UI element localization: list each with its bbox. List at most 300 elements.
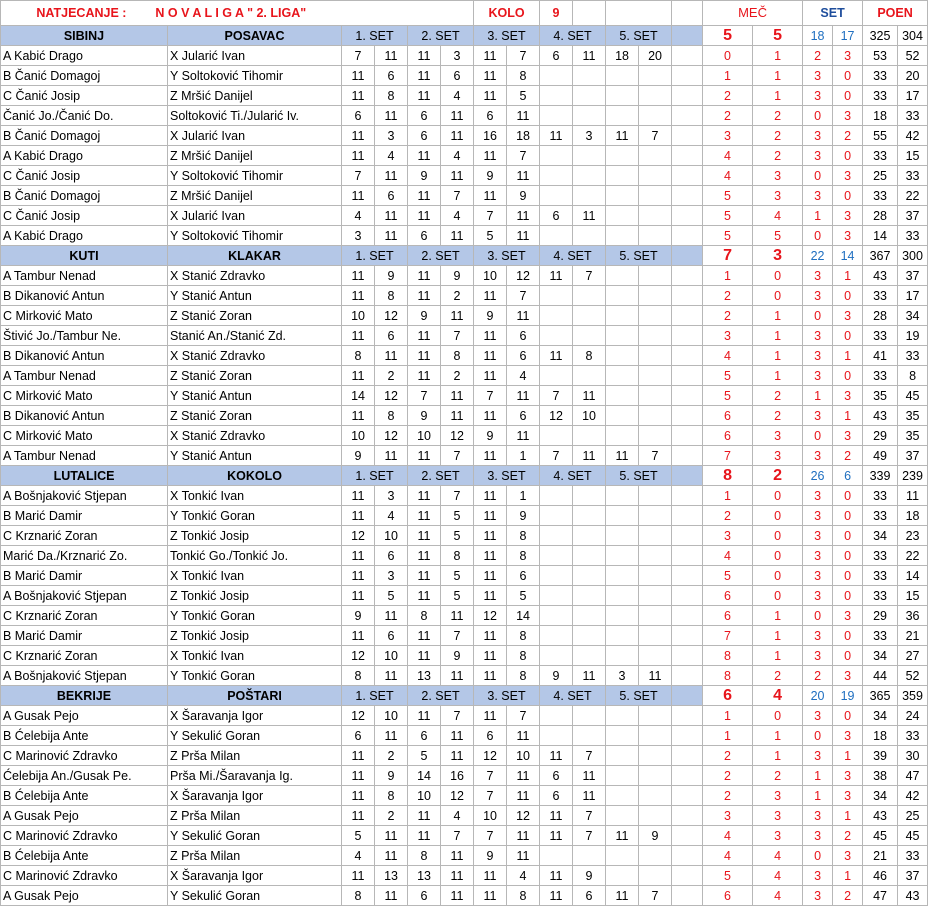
set-score — [573, 166, 606, 186]
game-points-home: 28 — [863, 306, 898, 326]
set-score: 12 — [342, 646, 375, 666]
set-score — [573, 486, 606, 506]
game-points-away: 45 — [898, 826, 928, 846]
away-player: X Jularić Ivan — [168, 206, 342, 226]
set-score: 11 — [474, 446, 507, 466]
match-score-away: 2 — [753, 466, 803, 486]
set-score: 9 — [474, 166, 507, 186]
game-sets-away: 1 — [833, 866, 863, 886]
game-sets-home: 3 — [803, 186, 833, 206]
running-match-home: 3 — [703, 526, 753, 546]
set-score — [573, 326, 606, 346]
game-points-away: 22 — [898, 186, 928, 206]
game-sets-away: 3 — [833, 666, 863, 686]
set-score: 10 — [342, 426, 375, 446]
running-match-home: 6 — [703, 586, 753, 606]
set-header: 4. SET — [540, 686, 606, 706]
set-header: 1. SET — [342, 686, 408, 706]
set-score — [573, 86, 606, 106]
points-away: 300 — [898, 246, 928, 266]
set-score — [639, 166, 672, 186]
set-score: 11 — [342, 286, 375, 306]
set-score — [540, 186, 573, 206]
set-score — [639, 546, 672, 566]
set-score: 4 — [507, 866, 540, 886]
set-score: 11 — [540, 126, 573, 146]
set-score — [573, 426, 606, 446]
set-score — [639, 426, 672, 446]
set-score: 7 — [474, 786, 507, 806]
away-player: X Tonkić Ivan — [168, 566, 342, 586]
set-score: 10 — [408, 786, 441, 806]
match-score-away: 5 — [753, 26, 803, 46]
sets-away: 6 — [833, 466, 863, 486]
running-match-away: 3 — [753, 826, 803, 846]
set-score: 11 — [507, 726, 540, 746]
game-points-home: 33 — [863, 326, 898, 346]
running-match-home: 2 — [703, 306, 753, 326]
running-match-away: 1 — [753, 606, 803, 626]
set-score: 11 — [441, 666, 474, 686]
set-score — [639, 646, 672, 666]
set-score: 8 — [441, 346, 474, 366]
game-row — [1, 786, 928, 806]
set-score — [639, 766, 672, 786]
set-score — [639, 406, 672, 426]
game-sets-home: 1 — [803, 206, 833, 226]
spacer-cell — [672, 286, 703, 306]
set-score: 9 — [474, 846, 507, 866]
set-score: 11 — [342, 146, 375, 166]
game-sets-away: 0 — [833, 566, 863, 586]
game-sets-home: 3 — [803, 706, 833, 726]
running-match-home: 2 — [703, 786, 753, 806]
set-score: 11 — [441, 166, 474, 186]
set-score — [540, 306, 573, 326]
spacer-cell — [672, 146, 703, 166]
set-score — [639, 786, 672, 806]
set-score: 11 — [408, 266, 441, 286]
game-row — [1, 746, 928, 766]
set-score: 11 — [474, 666, 507, 686]
away-team: POŠTARI — [168, 686, 342, 706]
set-score: 11 — [474, 566, 507, 586]
game-sets-home: 1 — [803, 786, 833, 806]
game-row — [1, 326, 928, 346]
game-row — [1, 606, 928, 626]
set-score: 11 — [507, 386, 540, 406]
away-player: Z Tonkić Josip — [168, 586, 342, 606]
set-score: 11 — [408, 586, 441, 606]
set-score — [540, 226, 573, 246]
game-sets-away: 0 — [833, 706, 863, 726]
away-player: Y Soltoković Tihomir — [168, 226, 342, 246]
game-sets-away: 1 — [833, 406, 863, 426]
spacer-cell — [672, 766, 703, 786]
set-score: 12 — [507, 266, 540, 286]
sets-home: 20 — [803, 686, 833, 706]
running-match-away: 3 — [753, 426, 803, 446]
game-sets-away: 3 — [833, 786, 863, 806]
set-score: 11 — [375, 606, 408, 626]
game-points-away: 37 — [898, 866, 928, 886]
game-row — [1, 626, 928, 646]
set-score — [606, 66, 639, 86]
set-score: 11 — [474, 46, 507, 66]
away-player: Y Sekulić Goran — [168, 886, 342, 906]
set-score: 20 — [639, 46, 672, 66]
game-points-home: 43 — [863, 406, 898, 426]
running-match-away: 2 — [753, 386, 803, 406]
league-name: N O V A L I G A " 2. LIGA" — [155, 6, 307, 20]
set-score — [639, 306, 672, 326]
points-away: 359 — [898, 686, 928, 706]
set-header: 4. SET — [540, 466, 606, 486]
home-player: A Bošnjaković Stjepan — [1, 666, 168, 686]
game-points-away: 33 — [898, 846, 928, 866]
set-score: 8 — [507, 666, 540, 686]
running-match-home: 1 — [703, 266, 753, 286]
set-score: 11 — [474, 506, 507, 526]
spacer-cell — [672, 326, 703, 346]
game-row — [1, 446, 928, 466]
game-row — [1, 226, 928, 246]
set-score: 11 — [408, 706, 441, 726]
set-score: 5 — [441, 506, 474, 526]
game-points-home: 38 — [863, 766, 898, 786]
running-match-home: 4 — [703, 346, 753, 366]
game-sets-home: 1 — [803, 766, 833, 786]
game-sets-away: 0 — [833, 146, 863, 166]
game-points-away: 23 — [898, 526, 928, 546]
home-player: A Tambur Nenad — [1, 266, 168, 286]
game-row — [1, 206, 928, 226]
running-match-away: 0 — [753, 706, 803, 726]
game-points-away: 33 — [898, 346, 928, 366]
game-points-away: 8 — [898, 366, 928, 386]
game-points-home: 33 — [863, 366, 898, 386]
game-sets-home: 3 — [803, 266, 833, 286]
set-score: 11 — [342, 86, 375, 106]
set-score: 7 — [540, 446, 573, 466]
game-row — [1, 666, 928, 686]
points-away: 304 — [898, 26, 928, 46]
set-header: 3. SET — [474, 686, 540, 706]
set-score: 11 — [606, 826, 639, 846]
spacer-cell — [672, 106, 703, 126]
set-score: 11 — [441, 386, 474, 406]
spacer-cell — [672, 86, 703, 106]
spacer-cell — [672, 486, 703, 506]
set-score: 11 — [375, 726, 408, 746]
running-match-home: 4 — [703, 826, 753, 846]
set-score: 8 — [342, 346, 375, 366]
set-score: 11 — [441, 866, 474, 886]
set-score — [639, 146, 672, 166]
game-sets-home: 3 — [803, 626, 833, 646]
set-score — [639, 386, 672, 406]
spacer-cell — [672, 66, 703, 86]
set-score: 6 — [474, 106, 507, 126]
set-score: 8 — [507, 526, 540, 546]
set-score: 6 — [540, 206, 573, 226]
game-row — [1, 86, 928, 106]
game-points-away: 42 — [898, 126, 928, 146]
running-match-away: 3 — [753, 186, 803, 206]
set-score: 12 — [342, 706, 375, 726]
game-points-away: 33 — [898, 226, 928, 246]
match-score-home: 6 — [703, 686, 753, 706]
set-score: 6 — [474, 726, 507, 746]
game-row — [1, 826, 928, 846]
set-score: 7 — [507, 286, 540, 306]
running-match-away: 3 — [753, 166, 803, 186]
set-score: 5 — [441, 526, 474, 546]
set-score: 11 — [573, 766, 606, 786]
home-player: C Čanić Josip — [1, 166, 168, 186]
away-player: Y Soltoković Tihomir — [168, 166, 342, 186]
set-score: 9 — [639, 826, 672, 846]
away-team: KOKOLO — [168, 466, 342, 486]
set-score: 11 — [540, 266, 573, 286]
running-match-home: 2 — [703, 106, 753, 126]
set-score: 5 — [342, 826, 375, 846]
game-sets-home: 0 — [803, 846, 833, 866]
set-score: 11 — [408, 186, 441, 206]
set-score — [540, 426, 573, 446]
game-sets-away: 0 — [833, 546, 863, 566]
game-points-away: 14 — [898, 566, 928, 586]
away-team: POSAVAC — [168, 26, 342, 46]
home-player: C Čanić Josip — [1, 206, 168, 226]
set-score: 11 — [606, 446, 639, 466]
match-score-home: 8 — [703, 466, 753, 486]
set-score: 9 — [540, 666, 573, 686]
set-score — [573, 186, 606, 206]
set-score — [573, 146, 606, 166]
set-score — [573, 286, 606, 306]
set-score: 11 — [408, 326, 441, 346]
set-score: 9 — [342, 446, 375, 466]
set-score: 6 — [408, 106, 441, 126]
running-match-away: 1 — [753, 746, 803, 766]
game-sets-away: 1 — [833, 346, 863, 366]
spacer-cell — [672, 166, 703, 186]
set-score: 7 — [441, 626, 474, 646]
home-player: A Kabić Drago — [1, 146, 168, 166]
set-score — [540, 86, 573, 106]
set-score: 11 — [342, 866, 375, 886]
set-score: 7 — [474, 766, 507, 786]
set-score — [573, 226, 606, 246]
away-player: Stanić An./Stanić Zd. — [168, 326, 342, 346]
spacer-cell — [672, 606, 703, 626]
set-score — [606, 726, 639, 746]
set-score — [639, 86, 672, 106]
set-score — [639, 106, 672, 126]
set-score: 11 — [474, 366, 507, 386]
set-score: 12 — [375, 306, 408, 326]
game-points-away: 11 — [898, 486, 928, 506]
set-score — [540, 546, 573, 566]
running-match-home: 2 — [703, 86, 753, 106]
running-match-home: 5 — [703, 186, 753, 206]
game-row — [1, 726, 928, 746]
set-score: 11 — [573, 786, 606, 806]
game-sets-home: 0 — [803, 166, 833, 186]
set-score: 8 — [507, 646, 540, 666]
set-score: 11 — [375, 346, 408, 366]
set-score: 5 — [507, 86, 540, 106]
set-score — [540, 366, 573, 386]
set-score: 11 — [408, 66, 441, 86]
set-score: 11 — [474, 286, 507, 306]
set-score: 11 — [573, 386, 606, 406]
set-score — [573, 566, 606, 586]
set-score: 11 — [540, 866, 573, 886]
running-match-away: 1 — [753, 46, 803, 66]
home-player: A Gusak Pejo — [1, 806, 168, 826]
set-score — [639, 746, 672, 766]
away-player: Z Prša Milan — [168, 846, 342, 866]
spacer-cell — [672, 866, 703, 886]
set-score — [606, 866, 639, 886]
set-score: 11 — [342, 406, 375, 426]
set-score — [639, 586, 672, 606]
set-score: 11 — [540, 826, 573, 846]
set-score: 7 — [441, 326, 474, 346]
spacer-cell — [672, 546, 703, 566]
game-points-away: 15 — [898, 146, 928, 166]
set-header: 5. SET — [606, 26, 672, 46]
spacer-cell — [672, 406, 703, 426]
game-sets-home: 3 — [803, 646, 833, 666]
set-score: 11 — [408, 146, 441, 166]
set-header: 1. SET — [342, 466, 408, 486]
running-match-away: 3 — [753, 446, 803, 466]
away-player: Z Mršić Danijel — [168, 86, 342, 106]
game-sets-home: 3 — [803, 346, 833, 366]
home-player: Čanić Jo./Čanić Do. — [1, 106, 168, 126]
set-score: 10 — [375, 706, 408, 726]
home-player: B Marić Damir — [1, 506, 168, 526]
game-sets-home: 3 — [803, 446, 833, 466]
set-score — [606, 806, 639, 826]
set-score: 12 — [474, 606, 507, 626]
set-score — [540, 566, 573, 586]
home-player: B Ćelebija Ante — [1, 726, 168, 746]
set-score: 8 — [507, 886, 540, 906]
set-score: 11 — [441, 846, 474, 866]
game-points-away: 15 — [898, 586, 928, 606]
game-points-away: 37 — [898, 446, 928, 466]
running-match-away: 1 — [753, 346, 803, 366]
set-score: 8 — [375, 786, 408, 806]
game-sets-away: 3 — [833, 226, 863, 246]
set-score: 6 — [507, 406, 540, 426]
away-player: X Stanić Zdravko — [168, 346, 342, 366]
spacer-cell — [672, 566, 703, 586]
set-score: 11 — [474, 406, 507, 426]
set-score — [540, 66, 573, 86]
away-player: Z Mršić Danijel — [168, 146, 342, 166]
match-header-row — [1, 26, 928, 46]
running-match-home: 5 — [703, 366, 753, 386]
set-score: 6 — [540, 766, 573, 786]
set-header: 2. SET — [408, 466, 474, 486]
set-score: 11 — [474, 866, 507, 886]
set-score: 11 — [507, 426, 540, 446]
spacer-cell — [672, 446, 703, 466]
set-score: 7 — [573, 826, 606, 846]
game-points-home: 29 — [863, 606, 898, 626]
home-team: SIBINJ — [1, 26, 168, 46]
game-sets-home: 0 — [803, 106, 833, 126]
set-score — [639, 266, 672, 286]
running-match-away: 4 — [753, 206, 803, 226]
game-points-home: 43 — [863, 806, 898, 826]
set-score: 11 — [474, 706, 507, 726]
running-match-home: 3 — [703, 806, 753, 826]
running-match-away: 2 — [753, 106, 803, 126]
set-score: 11 — [342, 366, 375, 386]
set-score: 11 — [408, 346, 441, 366]
set-score: 6 — [375, 326, 408, 346]
set-score: 7 — [441, 826, 474, 846]
game-row — [1, 706, 928, 726]
running-match-away: 1 — [753, 726, 803, 746]
set-score: 11 — [639, 666, 672, 686]
set-score: 6 — [408, 726, 441, 746]
running-match-away: 2 — [753, 406, 803, 426]
set-score: 12 — [375, 426, 408, 446]
home-player: B Ćelebija Ante — [1, 786, 168, 806]
set-score: 11 — [507, 206, 540, 226]
game-points-away: 22 — [898, 546, 928, 566]
game-points-home: 55 — [863, 126, 898, 146]
set-score: 9 — [375, 766, 408, 786]
set-score: 9 — [573, 866, 606, 886]
title-row — [1, 1, 928, 26]
set-score: 11 — [507, 106, 540, 126]
home-team: KUTI — [1, 246, 168, 266]
set-score: 11 — [507, 846, 540, 866]
set-score: 11 — [408, 526, 441, 546]
set-header: 4. SET — [540, 26, 606, 46]
spacer-cell — [672, 726, 703, 746]
game-sets-away: 3 — [833, 306, 863, 326]
away-player: Z Stanić Zoran — [168, 306, 342, 326]
away-player: Soltoković Ti./Jularić Iv. — [168, 106, 342, 126]
set-score: 11 — [408, 366, 441, 386]
set-score: 2 — [375, 746, 408, 766]
game-points-away: 33 — [898, 106, 928, 126]
game-points-home: 33 — [863, 626, 898, 646]
home-player: B Ćelebija Ante — [1, 846, 168, 866]
set-score: 11 — [408, 626, 441, 646]
match-header-row — [1, 246, 928, 266]
set-header: 3. SET — [474, 246, 540, 266]
set-score — [573, 626, 606, 646]
set-score: 11 — [375, 106, 408, 126]
set-score — [606, 326, 639, 346]
set-score: 11 — [342, 326, 375, 346]
game-row — [1, 126, 928, 146]
game-sets-away: 0 — [833, 486, 863, 506]
set-score: 13 — [408, 866, 441, 886]
set-score: 6 — [375, 186, 408, 206]
set-score — [573, 106, 606, 126]
